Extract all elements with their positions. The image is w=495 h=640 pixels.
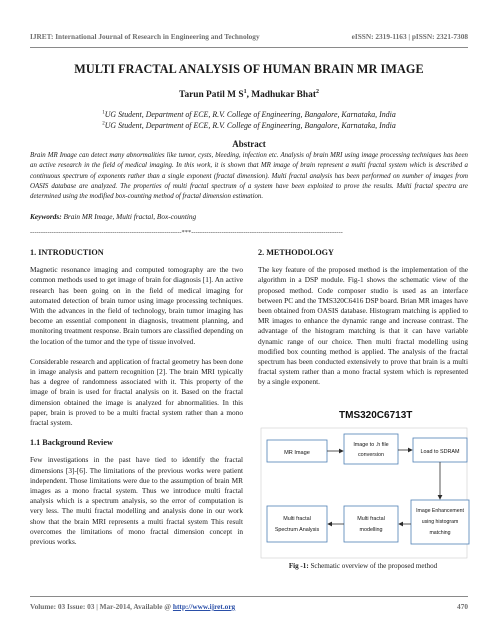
running-header [30,32,468,44]
affiliation-1 [30,110,468,119]
methodology-heading: 2. METHODOLOGY [258,248,334,257]
block-mr-image-label: MR Image [284,450,310,456]
block-h-file-conversion [344,434,398,464]
block-enhance-label-2: using histogram [421,519,459,525]
background-review-paragraph: Few investigations in the past have tied to identify the fractal dimensions [3]-[6]. The limitations of the previous works were patient independent. Those limitations were due to the assumption of brain MR images as a mono fractal system. Thus we introduce multi fractal analysis which is a spectrum analysis, so the error of computation is very less. The multi fractal modelling and analysis done in our work show that the brain MRI represents a multi fractal system This result overcomes the limitations of mono fractal dimension concept in previous works. [30,455,243,547]
footer-rule [30,596,468,597]
author-1: Tarun Patil M S [179,90,244,101]
schematic-diagram [253,406,473,566]
footer-url-link[interactable]: http://www.ijret.org [172,602,236,611]
block-modelling [344,506,398,542]
board-label: TMS320C6713T [339,410,413,421]
block-enhance-label-3: matching [429,530,451,536]
block-enhance-label-1: Image Enhancement [416,508,464,514]
affiliation-1-sup: 1 [102,110,105,116]
intro-heading: 1. INTRODUCTION [30,248,104,257]
affiliation-1-text: UG Student, Department of ECE, R.V. College of Engineering, Bangalore, Karnataka, India [104,110,396,119]
keywords-label: Keywords: [30,212,62,221]
paper-title: MULTI FRACTAL ANALYSIS OF HUMAN BRAIN MR IMAGE [74,62,424,76]
affiliation-2-text: UG Student, Department of ECE, R.V. College of Engineering, Bangalore, Karnataka, India [104,121,396,130]
background-review-heading: 1.1 Background Review [30,438,113,448]
affiliation-2-sup: 2 [102,121,105,127]
affiliation-2 [30,121,468,130]
keywords-text: Brain MR Image, Multi fractal, Box-counting [61,212,197,221]
block-modelling-label-2: modelling [359,527,383,533]
journal-name: IJRET: International Journal of Research in Engineering and Technology [30,32,260,41]
intro-paragraph-1: Magnetic resonance imaging and computed tomography are the two common methods used to get image of brain for diagnosis [1]. An active research has been going on in the field of medical imaging for automated detection of brain tumor using image processing techniques. With the advances in the field of technology, brain tumor imaging has become an essential component in diagnosis, treatment planning, and monitoring treatment response. Brain tumors are classified depending on the location of the tumor and the type of tissue involved. [30,265,243,346]
block-spectrum-analysis [267,506,327,542]
page-footer [30,602,468,614]
author-2-sup: 2 [315,89,319,95]
block-spectrum-label-1: Multi fractal [283,516,311,522]
right-column [258,248,468,398]
block-conversion-label-2: conversion [357,452,385,458]
author-separator: , [246,90,252,101]
block-load-label: Load to SDRAM [420,449,460,455]
block-modelling-label-1: Multi fractal [357,516,385,522]
block-conversion-label-1: Image to .h file [353,442,389,448]
intro-paragraph-2: Considerable research and application of fractal geometry has been done in image analysis and pattern recognition [2]. The brain MRI typically has a degree of randomness associated with it. This property of the image of brain is used for fractal analysis on it. Based on the fractal dimension obtained the image is analyzed for abnormalities. In this paper, brain is proved to be a multi fractal system rather than a mono fractal system. [30,356,243,428]
page-number: 470 [457,602,468,611]
author-2: Madhukar Bhat [251,90,316,101]
figure-caption-label: Fig -1: [288,562,309,570]
header-rule [30,47,468,48]
schematic-figure [253,406,473,566]
footer-volume [30,602,235,614]
section-divider: ----------------------------------------------------------------------***---------------------------------------------------------------------- [30,229,343,236]
issn-info: eISSN: 2319-1163 | pISSN: 2321-7308 [351,32,468,41]
abstract-heading: Abstract [232,139,266,149]
block-spectrum-label-2: Spectrum Analysis [274,527,320,533]
left-column [30,248,243,557]
keywords-line [30,212,468,221]
figure-caption-text: Schematic overview of the proposed method [308,562,438,570]
author-line [30,89,468,100]
methodology-paragraph: The key feature of the proposed method is the implementation of the algorithm in a DSP module. Fig-1 shows the schematic view of the proposed method. Code composer studio is used as an interface between PC and the TMS320C6416 DSP board. Brian MR images have been obtained from OASIS database. Histogram matching is applied to MR images to enhance the dynamic range and increase contrast. The advantage of the histogram matching is that it can have variable dynamic range of our choice. Then multi fractal modelling using modified box counting method is applied. The analysis of the fractal spectrum has been conducted extensively to prove that brain is a multi fractal system rather than a mono fractal system which is represented by a single exponent. [258,265,468,387]
abstract-body: Brain MR Image can detect many abnormalities like tumor, cysts, bleeding, infection etc. Analysis of brain MRI using image processing techniques has been an active research in the field of medical imaging. In this work, it is shown that MR image of brain represent a multi fractal system which is described a continuous spectrum of exponents rather than a single exponent (fractal dimension). Multi fractal analysis has been performed on number of images from OASIS database are analyzed. The properties of multi fractal spectrum of a system have been exploited to prove the results. Multi fractal spectra are determined using the modified box-counting method of fractal dimension estimation. [30,152,468,201]
author-1-sup: 1 [243,89,247,95]
footer-volume-text: Volume: 03 Issue: 03 | Mar-2014, Available @ [30,602,173,611]
figure-caption [258,562,468,570]
